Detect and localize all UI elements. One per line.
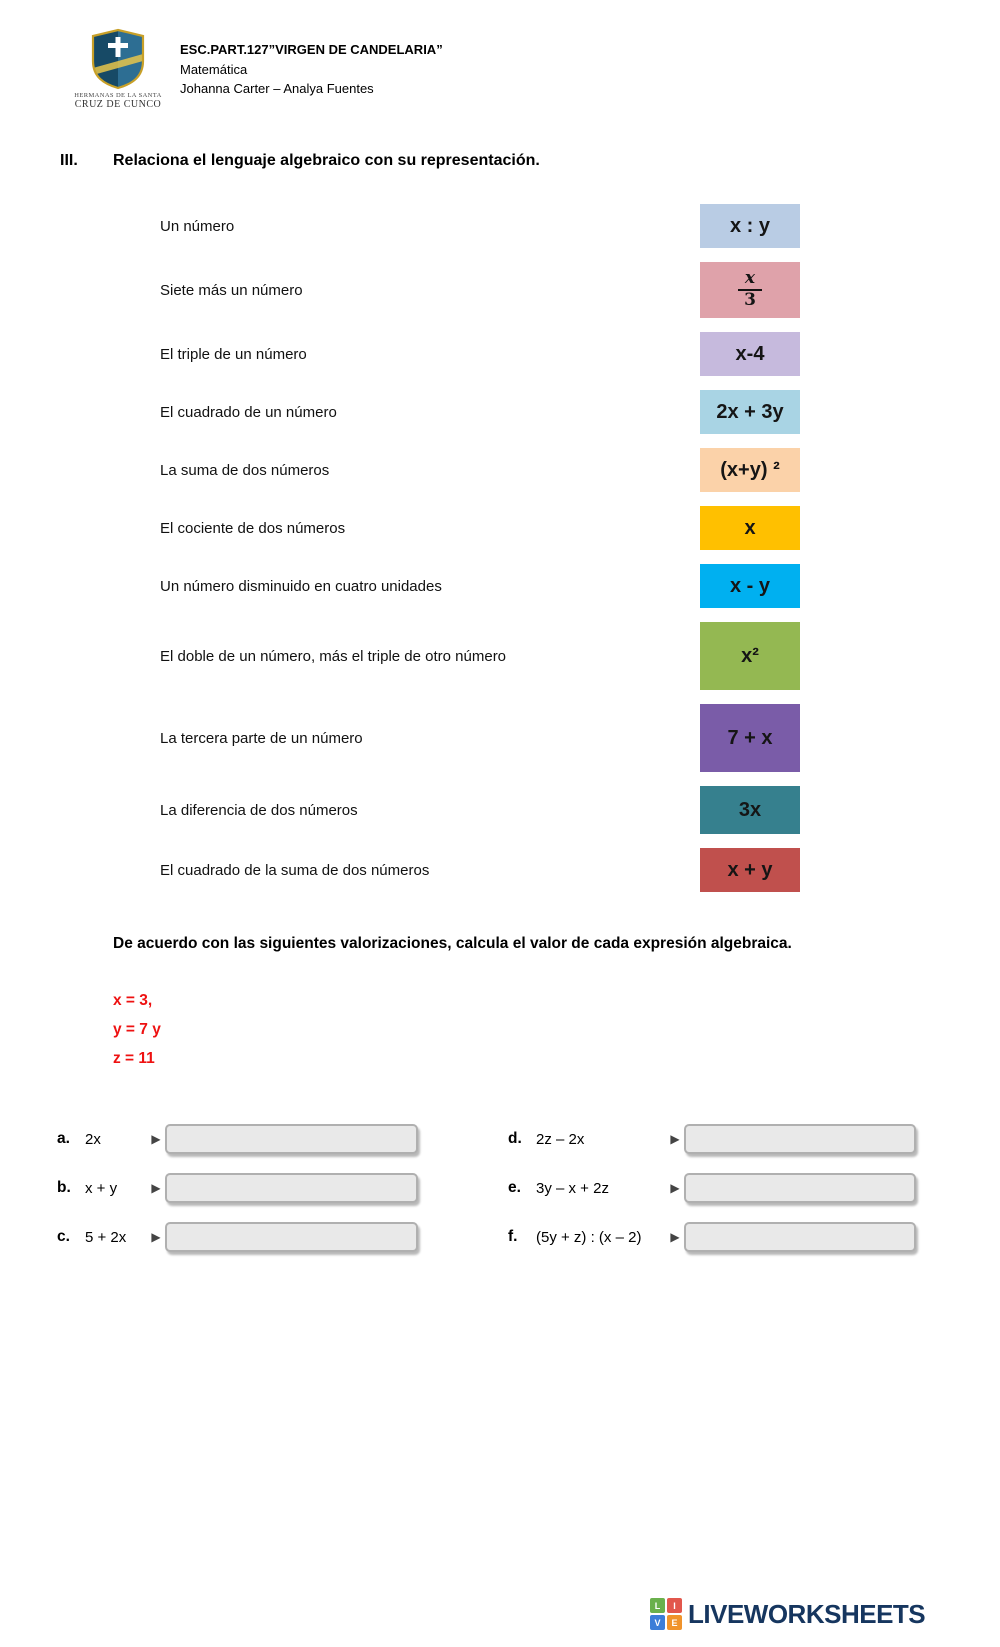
match-expression-box[interactable]: x - y bbox=[700, 564, 800, 608]
answer-input-d[interactable] bbox=[684, 1124, 916, 1154]
match-label[interactable]: El doble de un número, más el triple de otro número bbox=[160, 647, 507, 665]
problem-expression: (5y + z) : (x – 2) bbox=[536, 1228, 642, 1246]
match-row bbox=[160, 390, 800, 434]
match-label[interactable]: El cociente de dos números bbox=[160, 519, 346, 537]
match-expression-box[interactable]: x bbox=[700, 506, 800, 550]
answer-input-c[interactable] bbox=[165, 1222, 418, 1252]
match-label[interactable]: La diferencia de dos números bbox=[160, 801, 358, 819]
match-expression-box[interactable]: 2x + 3y bbox=[700, 390, 800, 434]
problem-letter: b. bbox=[57, 1179, 71, 1196]
problem-expression: 2z – 2x bbox=[536, 1130, 585, 1148]
match-expression-box[interactable]: 7 + x bbox=[700, 704, 800, 772]
brand-tile-e: E bbox=[667, 1615, 682, 1630]
fraction-denominator: 3 bbox=[744, 290, 756, 310]
match-row bbox=[160, 506, 800, 550]
arrow-icon: ▶ bbox=[151, 1230, 161, 1244]
problem-row bbox=[57, 1220, 447, 1254]
matching-exercise bbox=[160, 204, 800, 906]
problem-letter: c. bbox=[57, 1228, 70, 1245]
match-row bbox=[160, 204, 800, 248]
problem-expression: x + y bbox=[85, 1179, 118, 1197]
match-expression-box[interactable]: x² bbox=[700, 622, 800, 690]
problems-column-right bbox=[508, 1122, 948, 1269]
arrow-icon: ▶ bbox=[670, 1181, 680, 1195]
match-row bbox=[160, 786, 800, 834]
variable-values bbox=[113, 986, 161, 1073]
value-z: z = 11 bbox=[113, 1050, 155, 1067]
match-row bbox=[160, 332, 800, 376]
brand-tile-v: V bbox=[650, 1615, 665, 1630]
problem-row bbox=[508, 1122, 948, 1156]
problem-row bbox=[508, 1220, 948, 1254]
evaluation-instructions: De acuerdo con las siguientes valorizaciones, calcula el valor de cada expresión algebraica. bbox=[113, 935, 792, 952]
match-row bbox=[160, 848, 800, 892]
problem-row bbox=[57, 1171, 447, 1205]
problem-expression: 3y – x + 2z bbox=[536, 1179, 609, 1197]
match-row bbox=[160, 262, 800, 318]
match-expression-box[interactable]: x : y bbox=[700, 204, 800, 248]
arrow-icon: ▶ bbox=[151, 1132, 161, 1146]
problem-letter: e. bbox=[508, 1179, 521, 1196]
value-y: y = 7 y bbox=[113, 1021, 161, 1038]
school-crest-icon bbox=[89, 28, 147, 90]
match-row bbox=[160, 622, 800, 690]
brand-text: LIVEWORKSHEETS bbox=[688, 1598, 926, 1629]
match-label[interactable]: El cuadrado de un número bbox=[160, 403, 337, 421]
problem-row bbox=[57, 1122, 447, 1156]
section-title: Relaciona el lenguaje algebraico con su representación. bbox=[113, 152, 540, 169]
match-row bbox=[160, 704, 800, 772]
logo-caption-line1: HERMANAS DE LA SANTA bbox=[74, 92, 162, 99]
match-label[interactable]: Un número disminuido en cuatro unidades bbox=[160, 577, 442, 595]
match-label[interactable]: El cuadrado de la suma de dos números bbox=[160, 861, 430, 879]
match-label[interactable]: Un número bbox=[160, 217, 235, 235]
problem-letter: a. bbox=[57, 1130, 70, 1147]
answer-input-f[interactable] bbox=[684, 1222, 916, 1252]
answer-input-e[interactable] bbox=[684, 1173, 916, 1203]
header-text bbox=[180, 28, 443, 110]
match-label[interactable]: La tercera parte de un número bbox=[160, 729, 363, 747]
brand-tile-l: L bbox=[650, 1598, 665, 1613]
match-label[interactable]: Siete más un número bbox=[160, 281, 303, 299]
problem-row bbox=[508, 1171, 948, 1205]
problem-letter: f. bbox=[508, 1228, 518, 1245]
match-label[interactable]: La suma de dos números bbox=[160, 461, 330, 479]
subject: Matemática bbox=[180, 62, 248, 77]
match-expression-box[interactable]: (x+y) ² bbox=[700, 448, 800, 492]
arrow-icon: ▶ bbox=[670, 1230, 680, 1244]
section-heading bbox=[60, 152, 540, 170]
match-label[interactable]: El triple de un número bbox=[160, 345, 307, 363]
section-number: III. bbox=[60, 152, 78, 169]
value-x: x = 3, bbox=[113, 992, 153, 1009]
header bbox=[70, 28, 443, 110]
match-expression-box[interactable]: 3x bbox=[700, 786, 800, 834]
match-row bbox=[160, 564, 800, 608]
problem-expression: 2x bbox=[85, 1130, 101, 1148]
problems-column-left bbox=[57, 1122, 447, 1269]
liveworksheets-icon bbox=[650, 1598, 682, 1630]
answer-input-a[interactable] bbox=[165, 1124, 418, 1154]
answer-input-b[interactable] bbox=[165, 1173, 418, 1203]
liveworksheets-logo[interactable] bbox=[650, 1598, 925, 1630]
school-logo bbox=[70, 28, 166, 110]
match-expression-box[interactable]: x + y bbox=[700, 848, 800, 892]
brand-tile-i: I bbox=[667, 1598, 682, 1613]
problem-expression: 5 + 2x bbox=[85, 1228, 127, 1246]
school-name: ESC.PART.127”VIRGEN DE CANDELARIA” bbox=[180, 42, 443, 57]
match-row bbox=[160, 448, 800, 492]
fraction-numerator: x bbox=[738, 270, 762, 291]
logo-caption-line2: CRUZ DE CUNCO bbox=[74, 99, 162, 110]
match-expression-box[interactable]: x-4 bbox=[700, 332, 800, 376]
fraction bbox=[738, 270, 762, 310]
teachers: Johanna Carter – Analya Fuentes bbox=[180, 81, 374, 96]
match-expression-box[interactable] bbox=[700, 262, 800, 318]
problem-letter: d. bbox=[508, 1130, 522, 1147]
arrow-icon: ▶ bbox=[151, 1181, 161, 1195]
arrow-icon: ▶ bbox=[670, 1132, 680, 1146]
